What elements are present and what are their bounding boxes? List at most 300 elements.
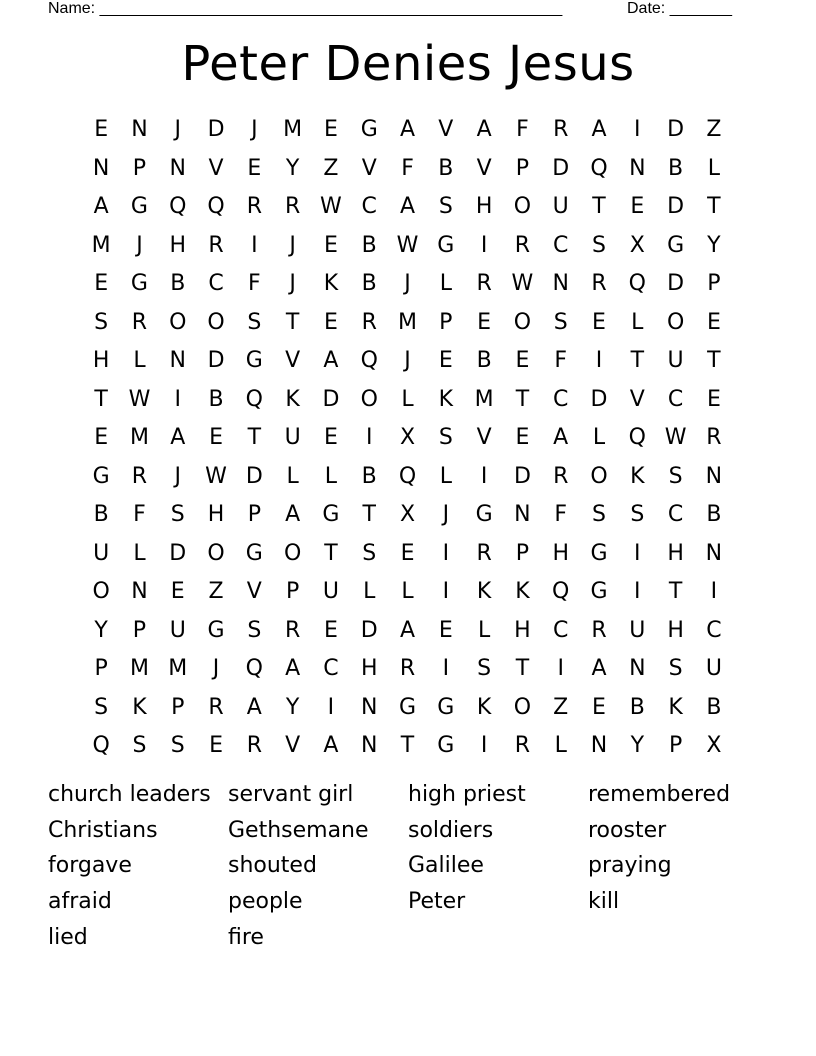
grid-row [82, 265, 733, 304]
grid-letter: D [360, 617, 378, 643]
grid-letter: A [323, 733, 339, 758]
grid-letter: H [207, 502, 225, 527]
grid-letter: E [209, 733, 223, 758]
grid-letter: N [131, 579, 148, 604]
grid-letter: P [515, 155, 530, 181]
grid-letter: P [707, 271, 721, 296]
grid-row [82, 111, 733, 150]
grid-letter: X [399, 502, 416, 527]
grid-letter: L [286, 463, 299, 489]
grid-letter: T [400, 733, 415, 758]
grid-letter: N [629, 155, 646, 181]
grid-letter: N [92, 155, 110, 181]
grid-letter: N [629, 656, 646, 681]
grid-letter: S [170, 733, 185, 758]
grid-letter: Q [169, 194, 187, 219]
grid-letter: R [553, 117, 569, 142]
grid-letter: W [664, 425, 687, 450]
grid-letter: T [285, 309, 300, 335]
grid-letter: R [208, 694, 224, 720]
grid-letter: Z [208, 579, 224, 604]
grid-letter: R [208, 232, 224, 258]
grid-letter: V [285, 348, 301, 373]
grid-letter: M [91, 232, 111, 258]
grid-letter: R [131, 309, 148, 335]
grid-letter: E [323, 117, 338, 142]
grid-letter: U [169, 617, 186, 643]
grid-letter: Q [207, 194, 225, 219]
grid-letter: O [360, 386, 378, 412]
grid-row [82, 342, 733, 381]
word-list-item: church leaders [48, 782, 211, 807]
grid-letter: N [360, 694, 378, 720]
grid-letter: T [94, 386, 108, 412]
grid-letter: I [480, 733, 488, 758]
grid-letter: E [477, 309, 492, 335]
grid-letter: O [513, 309, 532, 335]
grid-letter: T [668, 579, 683, 604]
grid-row [82, 573, 733, 612]
grid-letter: R [476, 271, 492, 296]
grid-letter: E [209, 425, 223, 450]
grid-letter: S [477, 656, 492, 681]
grid-letter: M [398, 309, 418, 335]
grid-letter: G [590, 540, 608, 566]
grid-letter: Y [630, 733, 645, 758]
grid-letter: O [513, 194, 532, 219]
grid-letter: O [666, 309, 685, 335]
grid-letter: O [207, 309, 225, 335]
grid-letter: P [668, 733, 683, 758]
grid-letter: A [476, 117, 492, 142]
word-list-item: remembered [588, 782, 731, 807]
grid-letter: E [515, 348, 530, 373]
grid-letter: P [94, 656, 108, 681]
grid-letter: S [170, 502, 185, 527]
word-list-item: Christians [48, 817, 158, 843]
grid-letter: W [205, 463, 227, 489]
grid-letter: O [169, 309, 187, 335]
grid-letter: R [131, 463, 148, 489]
grid-letter: H [667, 617, 684, 643]
word-list-item: soldiers [408, 817, 494, 843]
grid-row [82, 535, 733, 574]
grid-row [82, 150, 733, 189]
grid-letter: M [129, 656, 149, 681]
grid-letter: D [667, 271, 685, 296]
grid-letter: T [362, 502, 376, 527]
grid-letter: T [515, 656, 530, 681]
grid-letter: R [553, 463, 569, 489]
grid-row [82, 227, 733, 266]
grid-row [82, 458, 733, 497]
grid-letter: U [322, 579, 339, 604]
grid-letter: N [169, 348, 186, 373]
grid-letter: F [516, 117, 529, 142]
grid-letter: N [360, 733, 378, 758]
grid-letter: S [553, 309, 568, 335]
grid-letter: G [590, 579, 608, 604]
grid-letter: G [245, 348, 263, 373]
grid-letter: Z [553, 694, 569, 720]
grid-letter: A [323, 348, 339, 373]
grid-letter: Q [398, 463, 417, 489]
grid-letter: B [476, 348, 492, 373]
word-list-item: Gethsemane [228, 817, 369, 843]
grid-letter: A [246, 694, 262, 720]
grid-letter: P [439, 309, 453, 335]
grid-letter: J [136, 232, 143, 258]
grid-letter: R [361, 309, 377, 335]
grid-letter: S [668, 463, 683, 489]
grid-letter: S [94, 694, 109, 720]
grid-letter: L [363, 579, 376, 604]
grid-letter: F [248, 271, 261, 296]
grid-letter: G [437, 733, 455, 758]
grid-letter: J [289, 271, 296, 296]
grid-letter: C [667, 502, 684, 527]
grid-letter: L [477, 617, 491, 643]
grid-letter: I [442, 656, 450, 681]
grid-letter: E [515, 425, 530, 450]
grid-letter: M [168, 656, 188, 681]
grid-letter: P [515, 540, 530, 566]
grid-letter: R [591, 617, 607, 643]
grid-letter: J [442, 502, 450, 527]
grid-row [82, 381, 733, 420]
grid-letter: S [94, 309, 109, 335]
grid-row [82, 650, 733, 689]
grid-letter: J [404, 348, 411, 373]
grid-letter: I [442, 540, 450, 566]
grid-letter: I [710, 579, 718, 604]
grid-letter: M [474, 386, 494, 412]
grid-letter: Z [323, 155, 339, 181]
grid-letter: T [515, 386, 530, 412]
grid-letter: A [591, 656, 607, 681]
grid-letter: T [247, 425, 262, 450]
grid-letter: X [706, 733, 722, 758]
grid-row [82, 727, 733, 766]
grid-row [82, 188, 733, 227]
grid-letter: I [442, 579, 450, 604]
grid-row [82, 419, 733, 458]
grid-letter: I [557, 656, 564, 681]
grid-letter: O [513, 694, 532, 720]
word-list-item: shouted [228, 853, 317, 879]
grid-letter: V [285, 733, 301, 758]
grid-letter: B [361, 463, 377, 489]
grid-letter: U [284, 425, 301, 450]
grid-letter: R [284, 194, 301, 219]
grid-letter: R [399, 656, 416, 681]
grid-letter: E [247, 155, 262, 181]
grid-letter: E [438, 617, 453, 643]
word-list-item: rooster [588, 817, 667, 843]
grid-letter: B [668, 155, 684, 181]
grid-letter: N [705, 540, 723, 566]
grid-letter: E [323, 425, 338, 450]
grid-letter: A [399, 194, 416, 219]
grid-letter: T [707, 194, 721, 219]
grid-letter: H [514, 617, 531, 643]
grid-letter: B [629, 694, 645, 720]
grid-letter: M [283, 117, 303, 142]
word-list-item: high priest [408, 782, 526, 807]
grid-letter: E [630, 194, 645, 219]
grid-letter: T [324, 540, 338, 566]
grid-row [82, 612, 733, 651]
grid-letter: S [362, 540, 377, 566]
grid-letter: K [515, 579, 530, 604]
grid-letter: V [246, 579, 262, 604]
grid-letter: I [365, 425, 373, 450]
grid-letter: Q [92, 733, 110, 758]
grid-letter: B [706, 694, 722, 720]
grid-letter: H [169, 232, 187, 258]
grid-letter: O [590, 463, 608, 489]
grid-letter: H [360, 656, 378, 681]
name-field-label: Name: ____________________________________________________ [48, 0, 563, 17]
grid-letter: L [439, 463, 452, 489]
grid-letter: E [438, 348, 453, 373]
grid-letter: C [553, 617, 569, 643]
grid-letter: S [592, 502, 606, 527]
grid-letter: D [322, 386, 340, 412]
word-list-item: forgave [48, 853, 132, 879]
grid-letter: L [401, 386, 414, 412]
grid-letter: E [94, 117, 109, 142]
grid-letter: L [439, 271, 452, 296]
word-list-item [408, 920, 588, 956]
grid-letter: Q [628, 271, 646, 296]
grid-letter: I [480, 463, 488, 489]
grid-letter: O [92, 579, 110, 604]
grid-letter: A [553, 425, 569, 450]
word-list-item: fire [228, 924, 264, 950]
grid-letter: E [323, 232, 338, 258]
grid-letter: S [247, 309, 262, 335]
grid-letter: W [396, 232, 419, 258]
grid-letter: C [323, 656, 339, 681]
grid-letter: V [476, 155, 492, 181]
word-list-item [588, 920, 768, 956]
grid-letter: A [93, 194, 109, 219]
grid-letter: R [591, 271, 607, 296]
grid-letter: J [212, 656, 220, 681]
grid-row [82, 304, 733, 343]
word-list-item: Galilee [408, 853, 484, 879]
grid-letter: E [400, 540, 415, 566]
grid-letter: D [169, 540, 187, 566]
word-list-item: lied [48, 924, 88, 950]
grid-letter: S [592, 232, 606, 258]
grid-letter: D [667, 117, 685, 142]
grid-letter: N [131, 117, 148, 142]
grid-letter: F [554, 348, 568, 373]
grid-letter: Q [628, 425, 646, 450]
grid-letter: P [285, 579, 300, 604]
grid-letter: E [323, 309, 338, 335]
word-list-item: kill [588, 889, 620, 915]
grid-letter: U [629, 617, 646, 643]
grid-letter: K [668, 694, 683, 720]
grid-letter: U [667, 348, 684, 373]
grid-letter: C [553, 232, 569, 258]
grid-letter: R [284, 617, 301, 643]
grid-letter: O [207, 540, 225, 566]
grid-letter: Y [285, 155, 300, 181]
grid-letter: J [174, 117, 181, 142]
grid-letter: L [133, 348, 146, 373]
grid-letter: E [323, 617, 338, 643]
grid-letter: E [706, 309, 721, 335]
grid-letter: C [706, 617, 722, 643]
grid-letter: F [554, 502, 568, 527]
grid-letter: C [208, 271, 224, 296]
grid-letter: Z [706, 117, 722, 142]
grid-letter: G [130, 271, 148, 296]
grid-letter: K [630, 463, 645, 489]
grid-letter: L [707, 155, 721, 181]
grid-letter: J [251, 117, 258, 142]
grid-letter: W [511, 271, 534, 296]
grid-letter: R [246, 194, 262, 219]
grid-letter: R [706, 425, 722, 450]
grid-letter: S [247, 617, 262, 643]
grid-letter: E [94, 271, 109, 296]
grid-letter: N [552, 271, 569, 296]
grid-letter: B [438, 155, 454, 181]
grid-letter: I [634, 579, 641, 604]
grid-letter: K [438, 386, 454, 412]
grid-letter: L [401, 579, 414, 604]
grid-letter: Q [552, 579, 570, 604]
grid-letter: J [289, 232, 296, 258]
grid-letter: I [634, 540, 641, 566]
grid-letter: K [476, 694, 492, 720]
grid-letter: A [285, 656, 301, 681]
grid-letter: H [475, 194, 493, 219]
grid-letter: B [706, 502, 722, 527]
grid-letter: I [634, 117, 641, 142]
grid-letter: S [132, 733, 147, 758]
grid-letter: D [245, 463, 263, 489]
word-list [48, 777, 768, 955]
grid-letter: E [592, 694, 606, 720]
grid-letter: A [285, 502, 301, 527]
grid-letter: F [133, 502, 146, 527]
grid-letter: R [476, 540, 492, 566]
grid-letter: S [630, 502, 645, 527]
grid-letter: L [133, 540, 146, 566]
grid-letter: H [92, 348, 110, 373]
grid-letter: N [514, 502, 531, 527]
grid-letter: G [322, 502, 340, 527]
page-title: Peter Denies Jesus [181, 36, 635, 92]
grid-letter: R [514, 232, 531, 258]
grid-letter: W [128, 386, 151, 412]
grid-letter: I [595, 348, 603, 373]
grid-letter: G [360, 117, 378, 142]
grid-letter: I [174, 386, 181, 412]
grid-letter: K [285, 386, 300, 412]
grid-letter: S [668, 656, 683, 681]
grid-letter: M [129, 425, 149, 450]
grid-letter: P [132, 155, 147, 181]
grid-letter: G [475, 502, 493, 527]
grid-letter: E [170, 579, 185, 604]
grid-letter: G [398, 694, 417, 720]
grid-letter: G [437, 694, 455, 720]
grid-letter: H [552, 540, 569, 566]
grid-letter: B [93, 502, 109, 527]
grid-letter: P [171, 694, 185, 720]
grid-letter: T [707, 348, 721, 373]
grid-letter: L [324, 463, 338, 489]
grid-letter: Q [360, 348, 378, 373]
grid-row [82, 689, 733, 728]
grid-letter: T [630, 348, 645, 373]
grid-letter: G [207, 617, 225, 643]
grid-letter: K [323, 271, 339, 296]
grid-letter: B [208, 386, 224, 412]
grid-letter: X [629, 232, 645, 258]
grid-letter: C [361, 194, 377, 219]
grid-letter: J [174, 463, 181, 489]
grid-letter: V [476, 425, 492, 450]
grid-letter: G [437, 232, 455, 258]
date-field-label: Date: _______ [627, 0, 732, 17]
grid-letter: A [399, 617, 416, 643]
grid-letter: E [706, 386, 721, 412]
grid-letter: P [132, 617, 147, 643]
grid-letter: O [283, 540, 302, 566]
grid-letter: Q [245, 656, 263, 681]
grid-letter: C [553, 386, 569, 412]
grid-letter: A [170, 425, 186, 450]
grid-letter: D [552, 155, 570, 181]
grid-letter: Y [285, 694, 300, 720]
grid-letter: S [438, 194, 453, 219]
grid-letter: G [92, 463, 110, 489]
grid-letter: V [208, 155, 224, 181]
grid-letter: I [327, 694, 335, 720]
word-list-item: servant girl [228, 782, 354, 807]
grid-letter: N [169, 155, 186, 181]
grid-letter: S [438, 425, 453, 450]
grid-letter: V [438, 117, 454, 142]
grid-letter: B [361, 232, 377, 258]
grid-letter: K [476, 579, 492, 604]
word-list-item: Peter [408, 889, 466, 915]
grid-letter: B [170, 271, 186, 296]
grid-letter: D [667, 194, 685, 219]
grid-letter: B [361, 271, 377, 296]
grid-letter: E [592, 309, 606, 335]
grid-letter: I [480, 232, 488, 258]
grid-letter: J [404, 271, 411, 296]
grid-letter: Y [707, 232, 721, 258]
grid-letter: A [399, 117, 416, 142]
grid-letter: Q [245, 386, 263, 412]
grid-letter: X [399, 425, 416, 450]
header-line [48, 0, 748, 20]
word-list-item: people [228, 889, 303, 915]
grid-letter: N [590, 733, 608, 758]
grid-letter: I [251, 232, 258, 258]
grid-letter: N [705, 463, 723, 489]
